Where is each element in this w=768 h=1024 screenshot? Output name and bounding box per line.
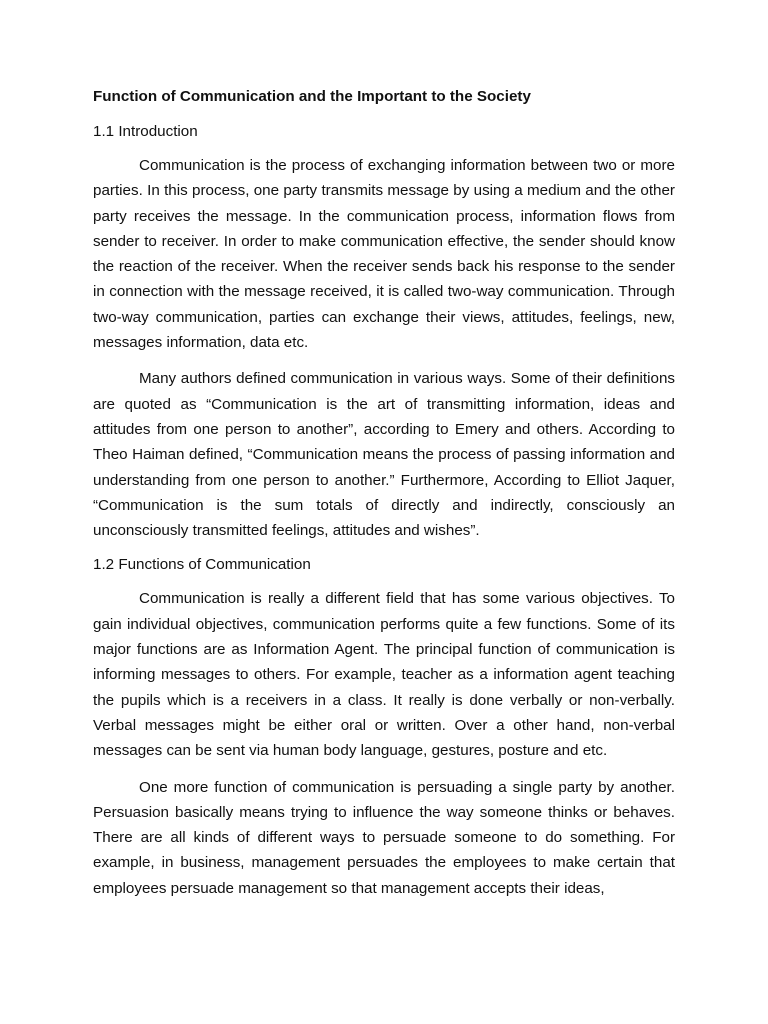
paragraph: One more function of communication is persuading a single party by another. Persuasion basically means trying to influence the way someone thinks or behaves. There are all kinds of different ways to persuade someone to do something. For example, in business, management persuades the employees to make certain that employees persuade management so that management accepts their ideas,	[93, 778, 675, 897]
section-heading-functions: 1.2 Functions of Communication	[93, 556, 311, 574]
paragraph: Communication is the process of exchanging information between two or more parties. In this process, one party transmits message by using a medium and the other party receives the message. In the communication process, information flows from sender to receiver. In order to make communication effective, the sender should know the reaction of the receiver. When the receiver sends back his response to the sender in connection with the message received, it is called two-way communication. Through two-way communication, parties can exchange their views, attitudes, feelings, new, messages information, data etc.	[93, 157, 675, 352]
section-heading-introduction: 1.1 Introduction	[93, 123, 198, 140]
document-page	[93, 86, 675, 901]
document-title: Function of Communication and the Important to the Society	[93, 88, 531, 105]
paragraph: Many authors defined communication in various ways. Some of their definitions are quoted as “Communication is the art of transmitting information, ideas and attitudes from one person to another”, according to Emery and others. According to Theo Haiman defined, “Communication means the process of passing information and understanding from one person to another.” Furthermore, According to Elliot Jaquer, “Communication is the sum totals of directly and indirectly, consciously an unconsciously transmitted feelings, attitudes and wishes”.	[93, 370, 675, 540]
paragraph: Communication is really a different field that has some various objectives. To gain individual objectives, communication performs quite a few functions. Some of its major functions are as Information Agent. The principal function of communication is informing messages to others. For example, teacher as a information agent teaching the pupils which is a receivers in a class. It really is done verbally or non-verbally. Verbal messages might be either oral or written. Over a other hand, non-verbal messages can be sent via human body language, gestures, posture and etc.	[93, 590, 675, 760]
